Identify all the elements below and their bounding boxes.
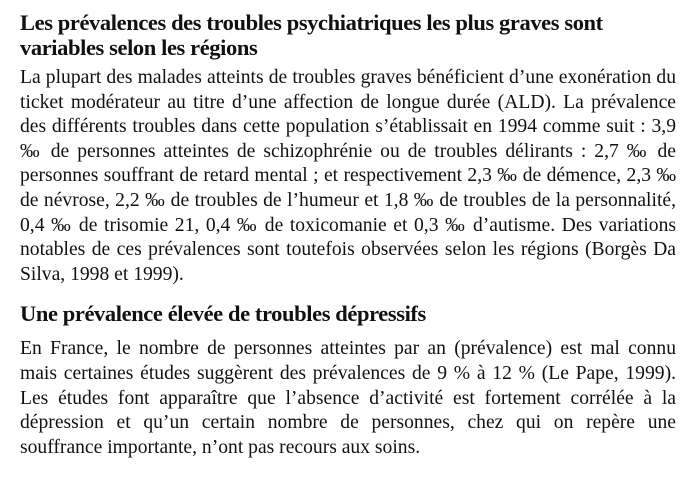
section-depressive-disorders <box>20 301 676 460</box>
section-heading: Une prévalence élevée de troubles dépressifs <box>20 301 426 327</box>
document-page <box>20 10 676 460</box>
section-paragraph: En France, le nombre de personnes atteintes par an (prévalence) est mal connu mais certaines études suggèrent des prévalences de 9 % à 12 % (Le Pape, 1999). Les études font apparaître que l’absence d’activité est fortement corrélée à la dépression et qu’un certain nombre de personnes, chez qui on repère une souffrance importante, n’ont pas recours aux soins. <box>20 338 676 458</box>
section-regional-prevalence <box>20 10 676 287</box>
section-paragraph: La plupart des malades atteints de troubles graves bénéficient d’une exonération du ticket modérateur au titre d’une affection de longue durée (ALD). La prévalence des différents troubles dans cette population s’établissait en 1994 comme suit : 3,9 ‰ de personnes atteintes de schizophrénie ou de troubles délirants : 2,7 ‰ de personnes souffrant de retard mental ; et respectivement 2,3 ‰ de démence, 2,3 ‰ de névrose, 2,2 ‰ de troubles de l’humeur et 1,8 ‰ de troubles de la personnalité, 0,4 ‰ de trisomie 21, 0,4 ‰ de toxicomanie et 0,3 ‰ d’autisme. Des variations notables de ces prévalences sont toutefois observées selon les régions (Borgès Da Silva, 1998 et 1999). <box>20 67 676 285</box>
section-heading: Les prévalences des troubles psychiatriques les plus graves sont variables selon les régions <box>20 10 603 60</box>
